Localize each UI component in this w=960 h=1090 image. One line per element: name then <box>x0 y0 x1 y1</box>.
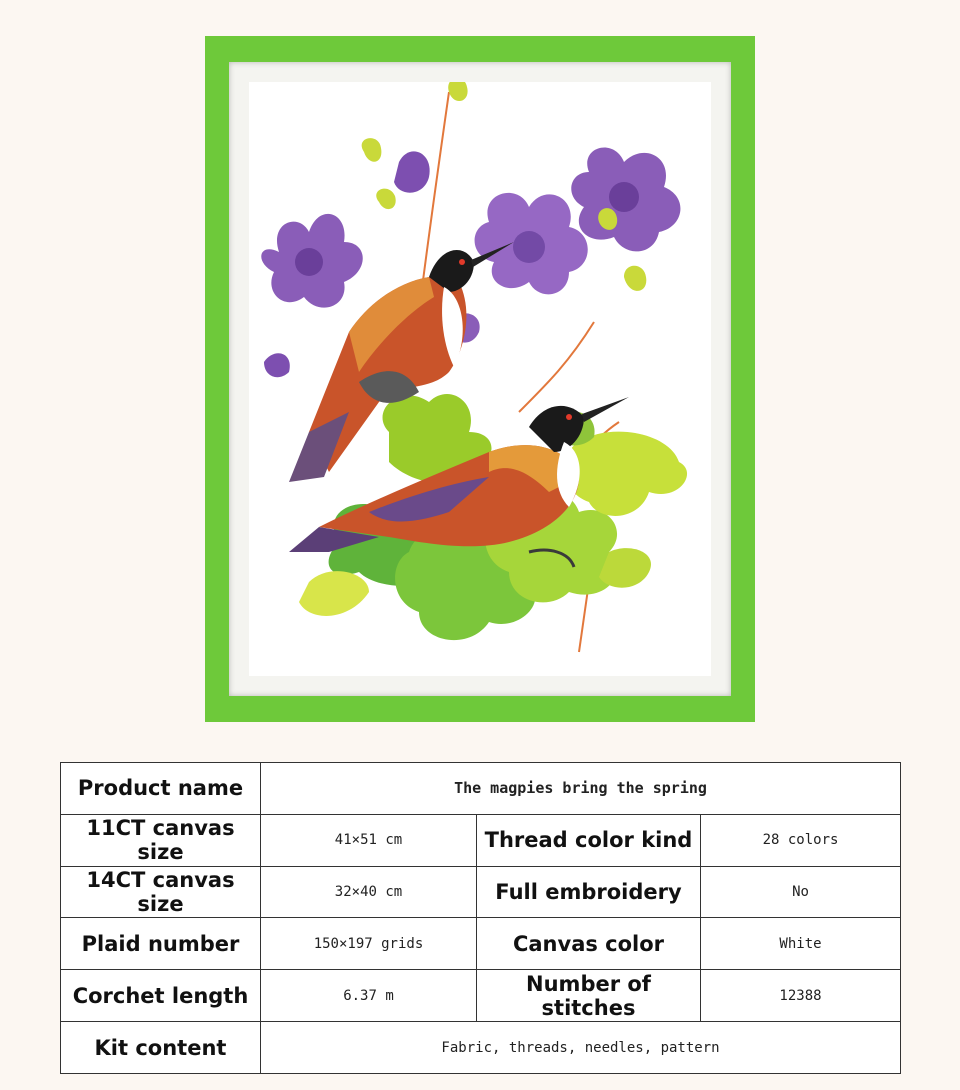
table-row <box>61 970 901 1022</box>
thread-color-kind-value: 28 colors <box>701 814 901 866</box>
table-row <box>61 814 901 866</box>
ct11-canvas-size-label: 11CT canvas size <box>61 814 261 866</box>
table-row <box>61 1022 901 1074</box>
ct14-canvas-size-value: 32×40 cm <box>261 866 477 918</box>
ct11-canvas-size-value: 41×51 cm <box>261 814 477 866</box>
product-name-value: The magpies bring the spring <box>261 763 901 815</box>
corner-flourish-top-left <box>249 82 379 162</box>
number-of-stitches-label: Number of stitches <box>477 970 701 1022</box>
corchet-length-label: Corchet length <box>61 970 261 1022</box>
table-row <box>61 763 901 815</box>
ct14-canvas-size-label: 14CT canvas size <box>61 866 261 918</box>
kit-content-label: Kit content <box>61 1022 261 1074</box>
canvas-color-label: Canvas color <box>477 918 701 970</box>
full-embroidery-value: No <box>701 866 901 918</box>
kit-content-value: Fabric, threads, needles, pattern <box>261 1022 901 1074</box>
product-name-label: Product name <box>61 763 261 815</box>
picture-mat <box>229 62 731 696</box>
product-spec-table <box>60 762 901 1074</box>
cross-stitch-artwork <box>249 82 711 676</box>
embroidery-canvas <box>249 82 711 676</box>
plaid-number-value: 150×197 grids <box>261 918 477 970</box>
corchet-length-value: 6.37 m <box>261 970 477 1022</box>
full-embroidery-label: Full embroidery <box>477 866 701 918</box>
number-of-stitches-value: 12388 <box>701 970 901 1022</box>
picture-frame <box>205 36 755 722</box>
canvas-color-value: White <box>701 918 901 970</box>
table-row <box>61 866 901 918</box>
plaid-number-label: Plaid number <box>61 918 261 970</box>
table-row <box>61 918 901 970</box>
thread-color-kind-label: Thread color kind <box>477 814 701 866</box>
